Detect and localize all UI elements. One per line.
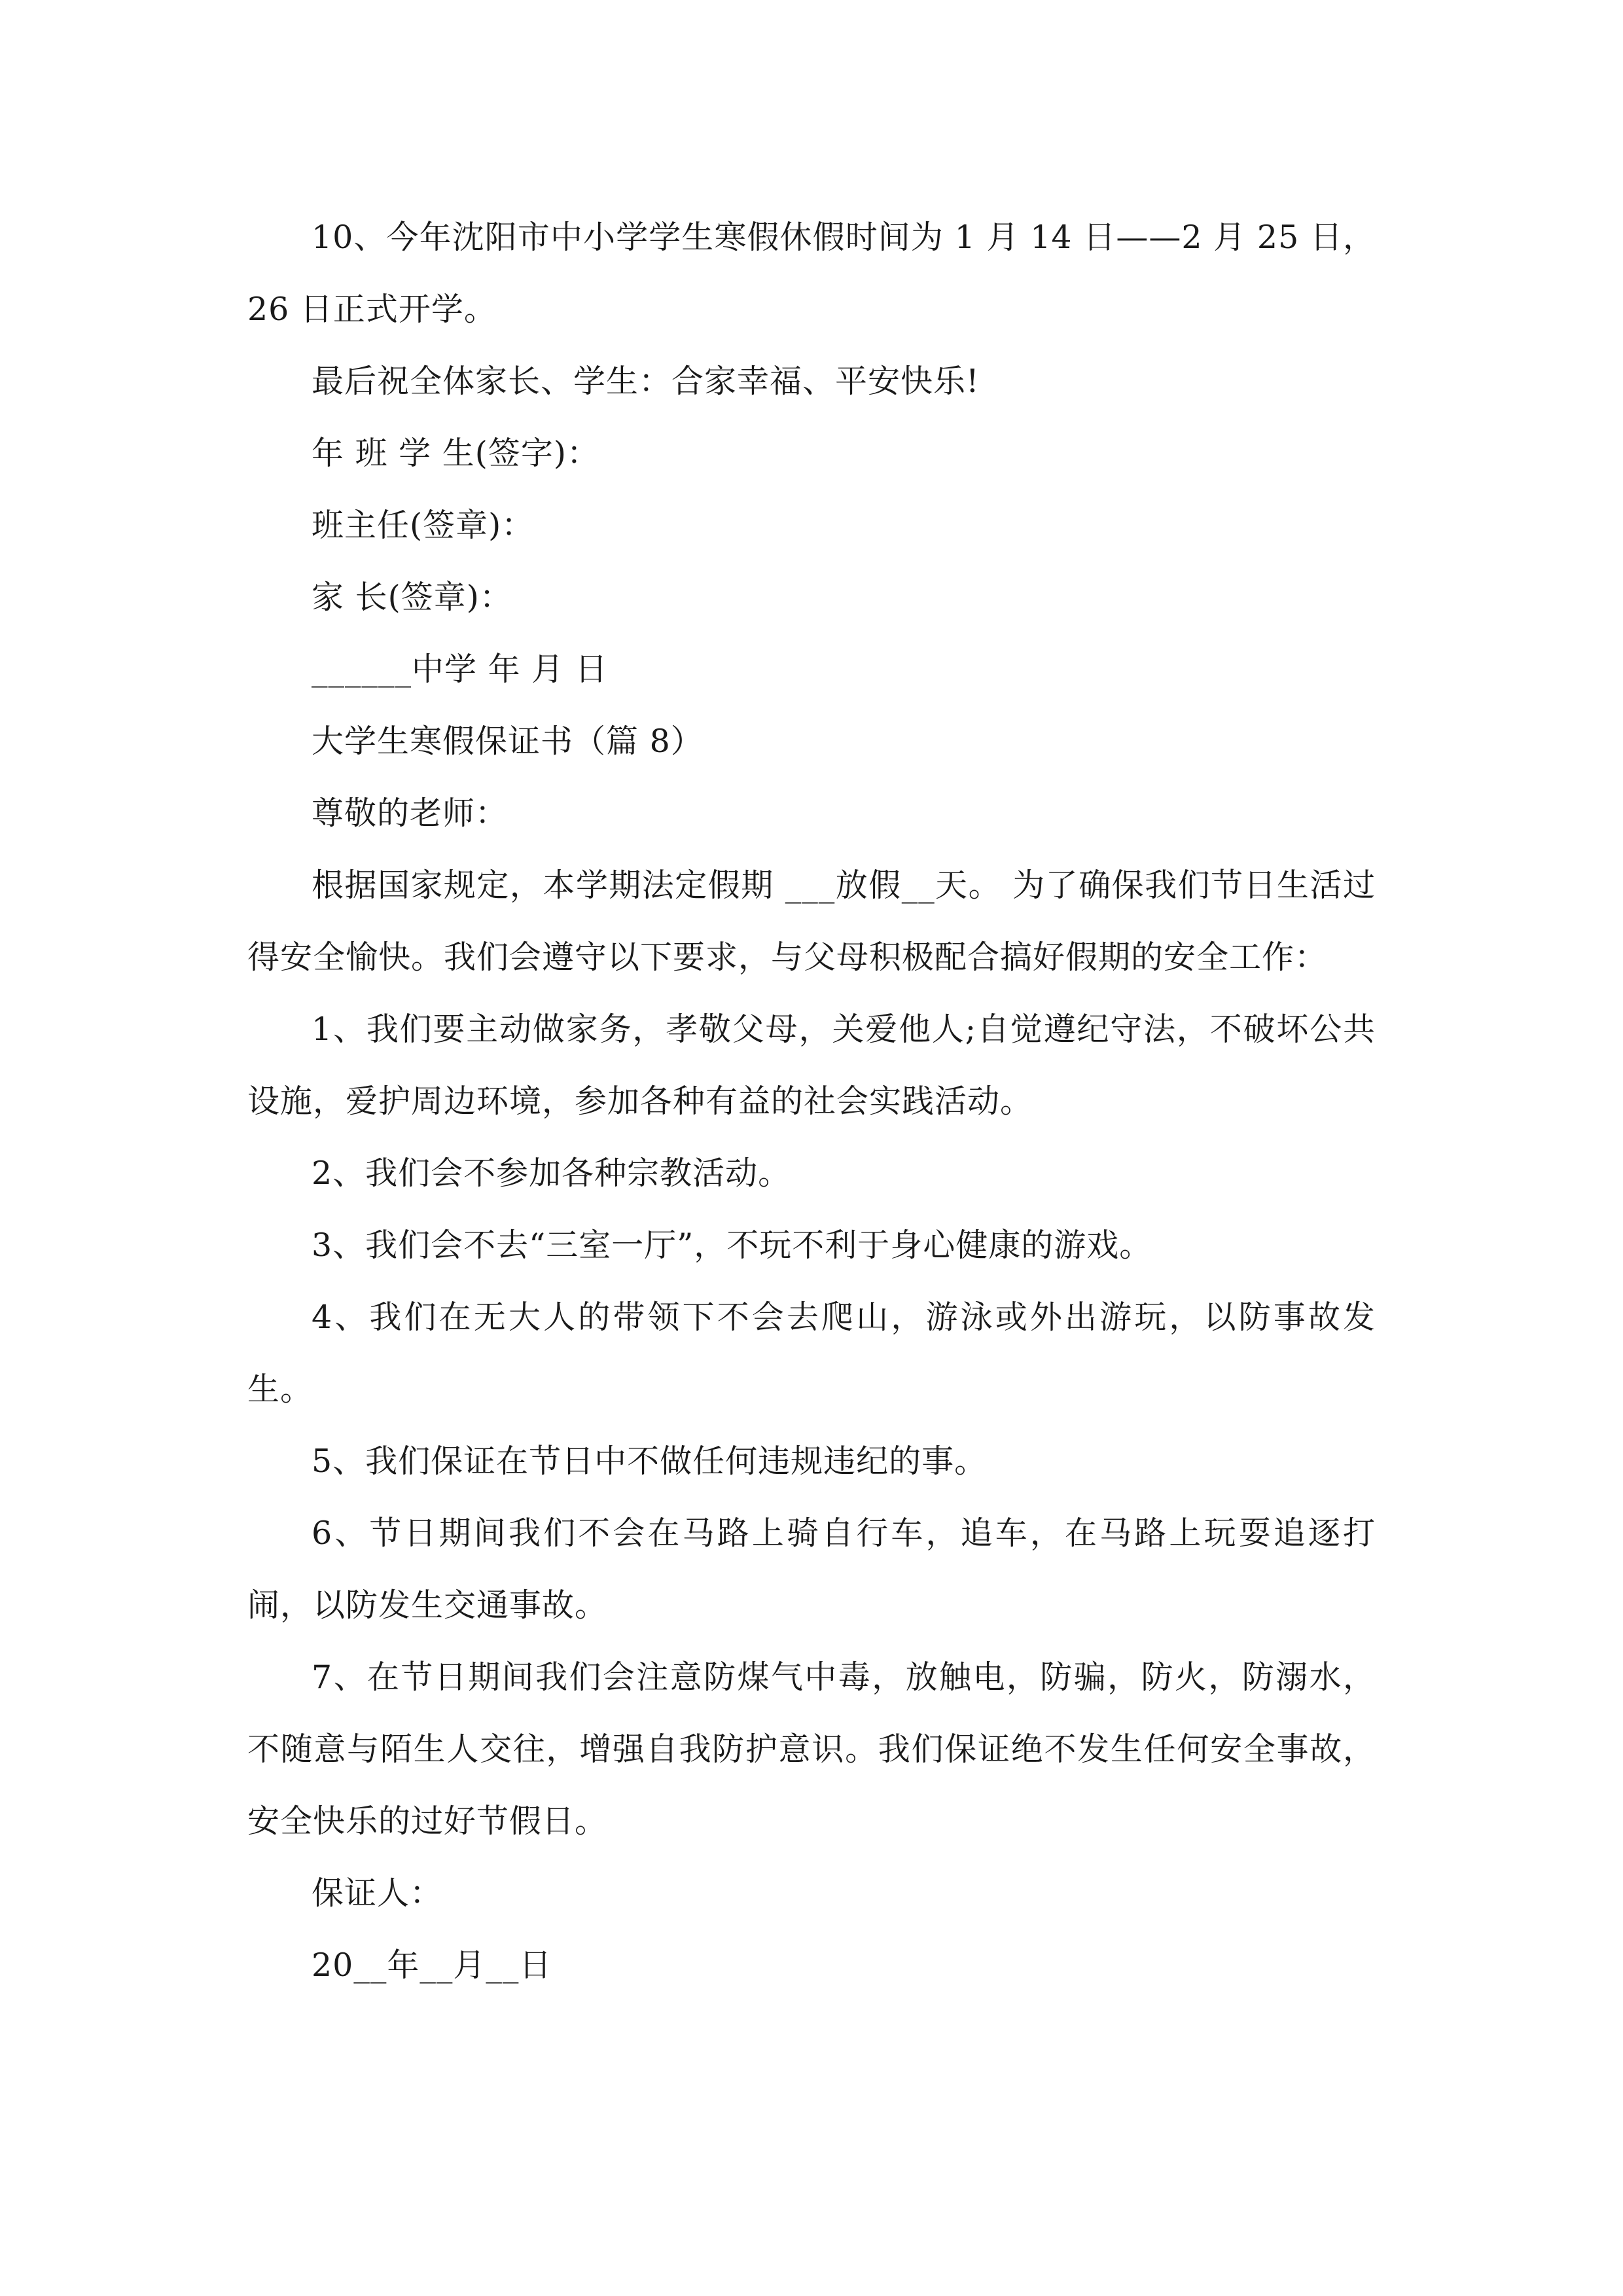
paragraph-closing-wish: 最后祝全体家长、学生：合家幸福、平安快乐! [312, 363, 980, 400]
pledge-item-7: 7、在节日期间我们会注意防煤气中毒，放触电，防骗，防火，防溺水，不随意与陌生人交往，增强自我防护意识。我们保证绝不发生任何安全事故，安全快乐的过好节假日。 [247, 1659, 1376, 1840]
document-body [247, 202, 1376, 2001]
pledge-item-4: 4、我们在无大人的带领下不会去爬山，游泳或外出游玩，以防事故发生。 [247, 1299, 1376, 1408]
pledge-item-1: 1、我们要主动做家务，孝敬父母，关爱他人;自觉遵纪守法，不破坏公共设施，爱护周边环境，参加各种有益的社会实践活动。 [247, 1011, 1376, 1120]
guarantor-label: 保证人： [312, 1874, 443, 1912]
signature-line-parent: 家 长(签章)： [312, 579, 512, 616]
school-date-line: ______中学 年 月 日 [312, 651, 608, 688]
pledge-item-6: 6、节日期间我们不会在马路上骑自行车，追车，在马路上玩耍追逐打闹，以防发生交通事故。 [247, 1515, 1376, 1624]
signature-line-student: 年 班 学 生(签字)： [312, 435, 599, 472]
date-line: 20__年__月__日 [312, 1946, 552, 1984]
pledge-item-5: 5、我们保证在节日中不做任何违规违纪的事。 [312, 1443, 988, 1480]
signature-line-head-teacher: 班主任(签章)： [312, 507, 535, 544]
salutation: 尊敬的老师： [312, 795, 508, 832]
pledge-item-2: 2、我们会不参加各种宗教活动。 [312, 1155, 791, 1192]
section-title: 大学生寒假保证书（篇 8） [312, 723, 704, 760]
paragraph-vacation-dates: 10、今年沈阳市中小学学生寒假休假时间为 1 月 14 日——2 月 25 日，26 日正式开学。 [247, 219, 1376, 328]
pledge-item-3: 3、我们会不去“三室一厅”，不玩不利于身心健康的游戏。 [312, 1227, 1152, 1264]
paragraph-intro: 根据国家规定，本学期法定假期 ___放假__天。 为了确保我们节日生活过得安全愉快。我们会遵守以下要求，与父母积极配合搞好假期的安全工作： [247, 867, 1376, 976]
